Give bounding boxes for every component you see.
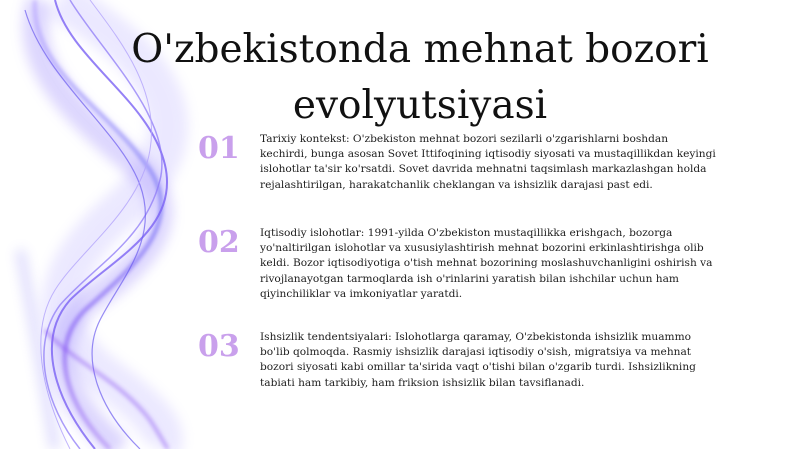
- item-number: 02: [198, 225, 240, 260]
- item-number: 03: [198, 329, 240, 364]
- slide-title: O'zbekistonda mehnat bozori evolyutsiyasi: [131, 27, 709, 128]
- item-text: Ishsizlik tendentsiyalari: Islohotlarga qaramay, O'zbekistonda ishsizlik muammo bo'lib qolmoqda. Rasmiy ishsizlik darajasi iqtisodiy o'sish, migratsiya va mehnat bozori siyosati kabi omillar ta'sirida vaqt o'tishi bilan o'zgarib turdi. Ishsizlikning tabiati ham tarkibiy, ham friksion ishsizlik bilan tavsiflanadi.: [260, 331, 696, 389]
- item-number: 01: [198, 131, 240, 166]
- item-text: Iqtisodiy islohotlar: 1991-yilda O'zbekiston mustaqillikka erishgach, bozorga yo'naltirilgan islohotlar va xususiylashtirish mehnat bozorini erkinlashtirishga olib keldi. Bozor iqtisodiyotiga o'tish mehnat bozorining moslashuvchanligini oshirish va rivojlanayotgan tarmoqlarda ish o'rinlarini yaratish bilan ishchilar uchun ham qiyinchiliklar va imkoniyatlar yaratdi.: [260, 227, 713, 300]
- item-text: Tarixiy kontekst: O'zbekiston mehnat bozori sezilarli o'zgarishlarni boshdan kechirdi, bunga asosan Sovet Ittifoqining iqtisodiy siyosati va mustaqillikdan keyingi islohotlar ta'sir ko'rsatdi. Sovet davrida mehnatni taqsimlash markazlashgan holda rejalashtirilgan, harakatchanlik cheklangan va ishsizlik darajasi past edi.: [260, 133, 716, 191]
